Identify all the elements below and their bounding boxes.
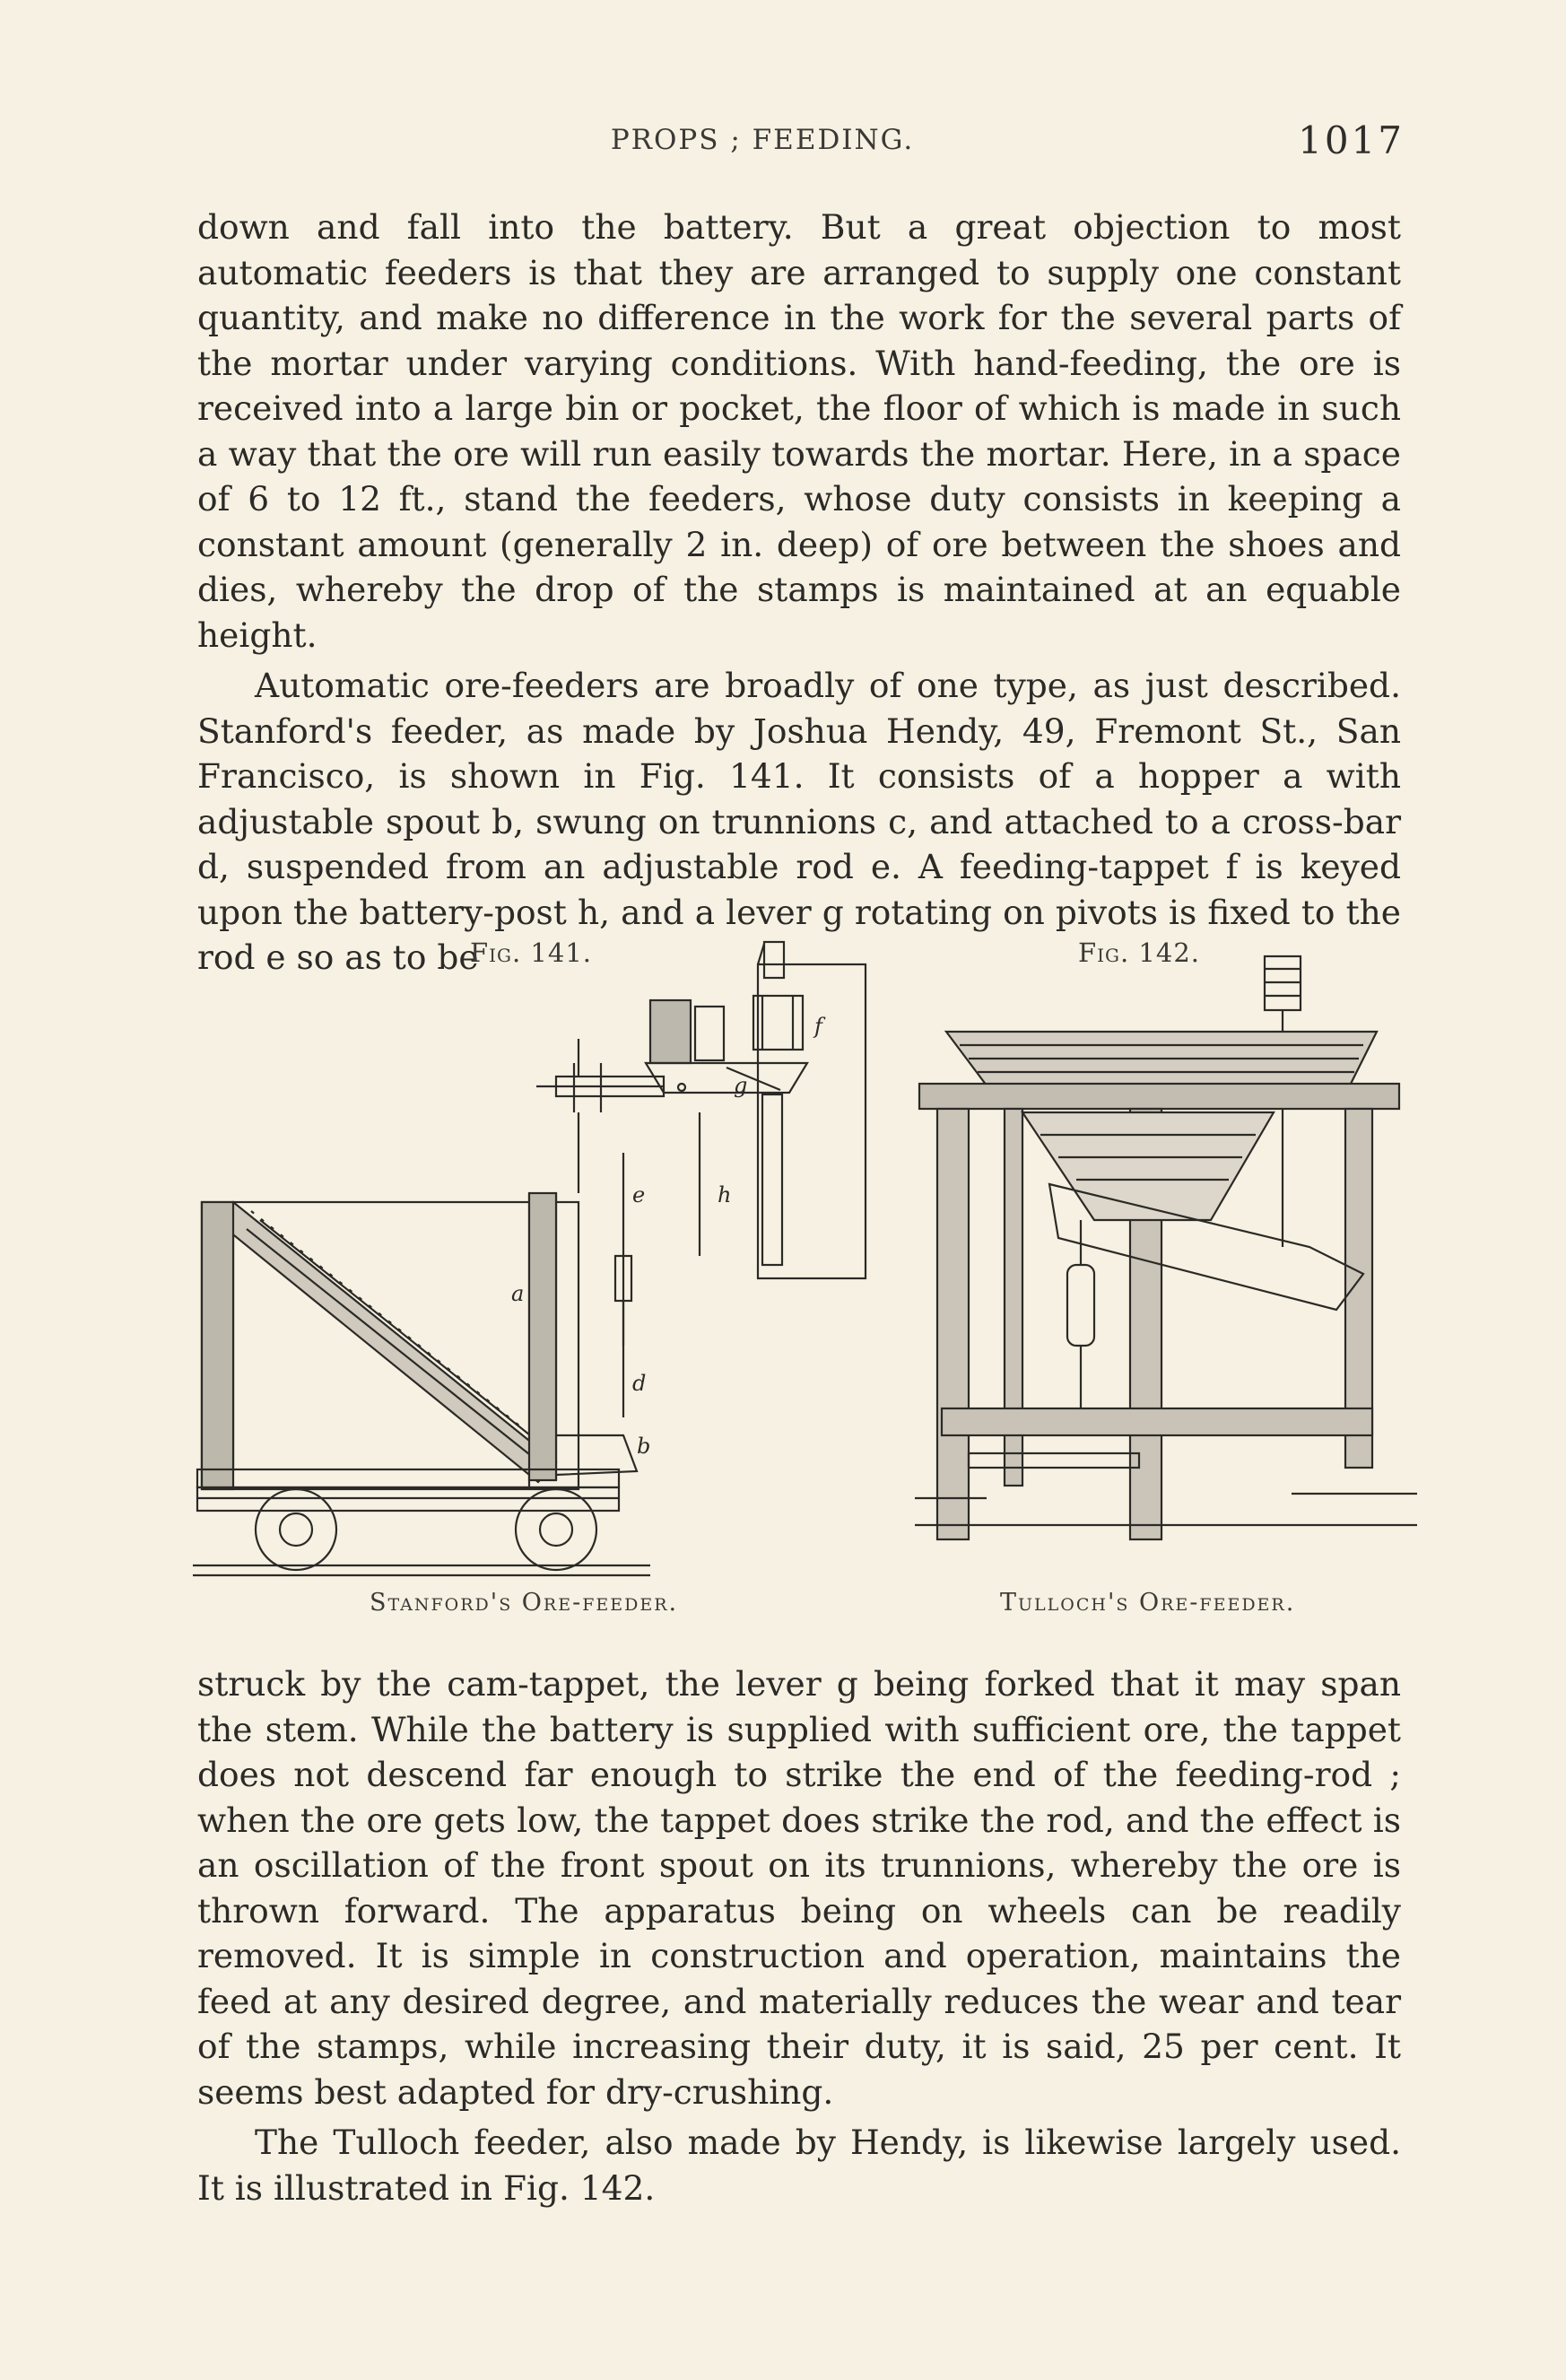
paragraph-2: Automatic ore-feeders are broadly of one type, as just described. Stanford's feeder, as made by Joshua Hendy, 49, Fremont St., San Francisco, is shown in Fig. 141. It consists of a hopper a with adjustable spout b, swung on trunnions c, and attached to a cross-bar d, suspended from an adjustable rod e. A feeding-tappet f is keyed upon the battery-post h, and a lever g rotating on pivots is fixed to the rod e so as to be bbox=[197, 666, 1401, 977]
figure-141-caption: Stanford's Ore-feeder. bbox=[370, 1589, 679, 1617]
label-a: a bbox=[511, 1281, 525, 1306]
label-g: g bbox=[734, 1073, 748, 1098]
running-head: PROPS ; FEEDING. bbox=[610, 124, 915, 156]
figure-142-label: Fig. 142. bbox=[1078, 937, 1201, 968]
stanford-ore-feeder-illustration bbox=[179, 933, 897, 1579]
tulloch-ore-feeder-illustration bbox=[915, 951, 1417, 1561]
paragraph-3: struck by the cam-tappet, the lever g being forked that it may span the stem. While the battery is supplied with sufficient ore, the tappet does not descend far enough to strike the end of the feeding-rod ; when the ore gets low, the tappet does strike the rod, and the effect is an oscillation of the front spout on its trunnions, whereby the ore is thrown forward. The apparatus being on wheels can be readily removed. It is simple in construction and operation, maintains the feed at any desired degree, and materially reduces the wear and tear of the stamps, while increasing their duty, it is said, 25 per cent. It seems best adapted for dry-crushing. bbox=[197, 1664, 1401, 2112]
paragraph-1: down and fall into the battery. But a great objection to most automatic feeders is that they are arranged to supply one constant quantity, and make no difference in the work for the several parts of the mortar under varying conditions. With hand-feeding, the ore is received into a large bin or pocket, the floor of which is made in such a way that the ore will run easily towards the mortar. Here, in a space of 6 to 12 ft., stand the feeders, whose duty consists in keeping a constant amount (generally 2 in. deep) of ore between the shoes and dies, whereby the drop of the stamps is maintained at an equable height. bbox=[197, 207, 1401, 655]
label-h: h bbox=[718, 1182, 732, 1207]
label-d: d bbox=[632, 1371, 647, 1396]
label-b: b bbox=[637, 1434, 651, 1459]
figure-142-caption: Tulloch's Ore-feeder. bbox=[1000, 1589, 1296, 1617]
figure-141-label: Fig. 141. bbox=[470, 937, 593, 968]
paragraph-4: The Tulloch feeder, also made by Hendy, is likewise largely used. It is illustrated in Fig. 142. bbox=[197, 2123, 1401, 2208]
page-header bbox=[0, 118, 1566, 172]
label-e: e bbox=[632, 1182, 646, 1207]
label-f: f bbox=[814, 1014, 822, 1039]
page-number: 1017 bbox=[1298, 118, 1405, 162]
